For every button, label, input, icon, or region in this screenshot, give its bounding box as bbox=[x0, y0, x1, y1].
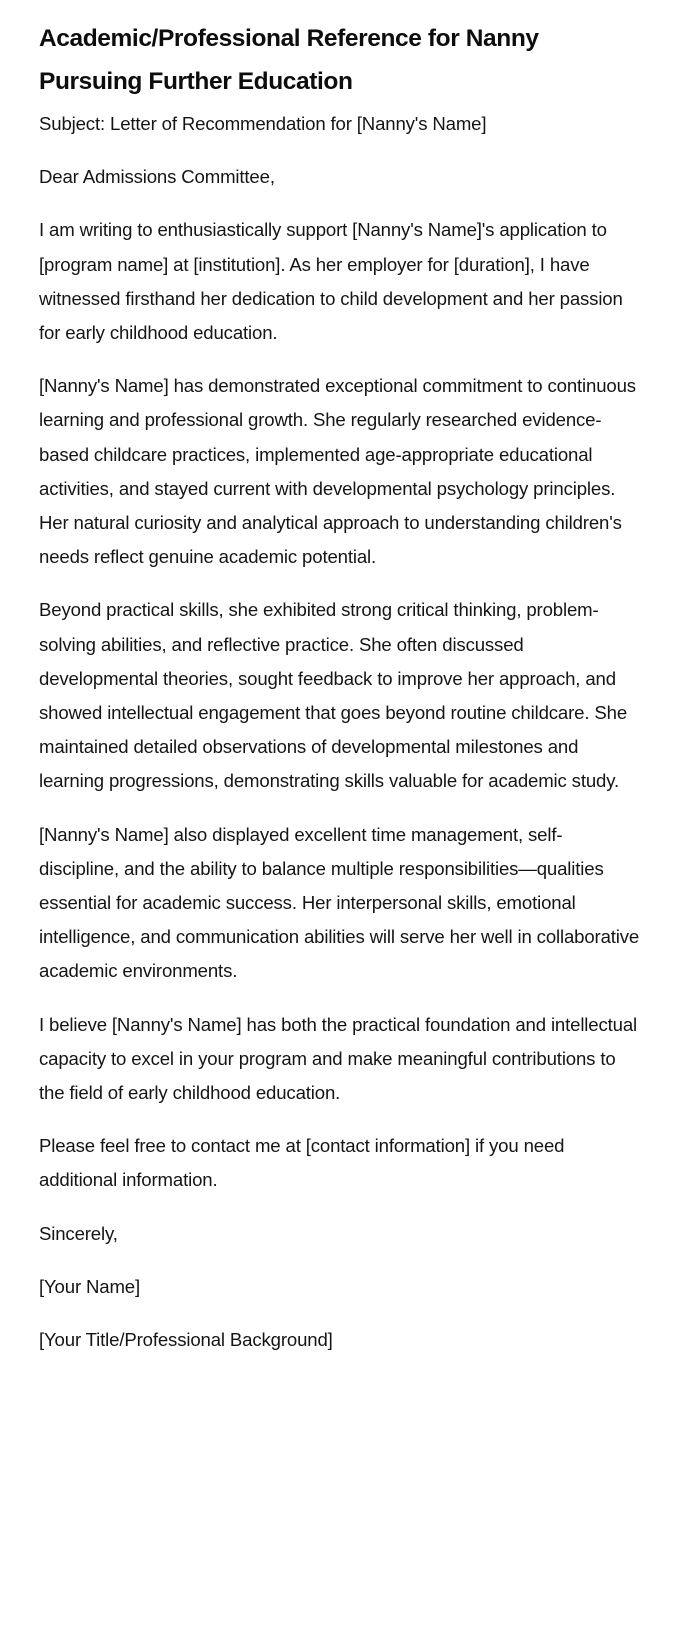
document-title: Academic/Professional Reference for Nanny Pursuing Further Education bbox=[39, 25, 539, 95]
paragraph-time-management: [Nanny's Name] also displayed excellent time management, self-discipline, and the ability to balance multiple responsibilities—qualities essential for academic success. Her interpersonal skills, emotional intelligence, and communication abilities will serve her well in collaborative academic environments. bbox=[39, 823, 640, 982]
closing: Sincerely, bbox=[39, 1222, 118, 1244]
paragraph-commitment: [Nanny's Name] has demonstrated exceptional commitment to continuous learning and professional growth. She regularly researched evidence-based childcare practices, implemented age-appropriate educational activities, and stayed current with developmental psychology principles. Her natural curiosity and analytical approach to understanding children's needs reflect genuine academic potential. bbox=[39, 375, 636, 568]
paragraph-intro: I am writing to enthusiastically support [Nanny's Name]'s application to [program name] at [institution]. As her employer for [duration], I have witnessed firsthand her dedication to child development and her passion for early childhood education. bbox=[39, 219, 623, 344]
paragraph-belief: I believe [Nanny's Name] has both the practical foundation and intellectual capacity to excel in your program and make meaningful contributions to the field of early childhood education. bbox=[39, 1013, 638, 1104]
signature-title: [Your Title/Professional Background] bbox=[39, 1329, 333, 1351]
paragraph-critical-thinking: Beyond practical skills, she exhibited strong critical thinking, problem-solving abilities, and reflective practice. She often discussed developmental theories, sought feedback to improve her approach, and showed intellectual engagement that goes beyond routine childcare. She maintained detailed observations of developmental milestones and learning progressions, demonstrating skills valuable for academic study. bbox=[39, 599, 628, 792]
paragraph-contact: Please feel free to contact me at [contact information] if you need additional information. bbox=[39, 1135, 565, 1191]
signature-name: [Your Name] bbox=[39, 1275, 141, 1297]
subject-line: Subject: Letter of Recommendation for [Nanny's Name] bbox=[39, 113, 487, 134]
salutation: Dear Admissions Committee, bbox=[39, 166, 275, 188]
